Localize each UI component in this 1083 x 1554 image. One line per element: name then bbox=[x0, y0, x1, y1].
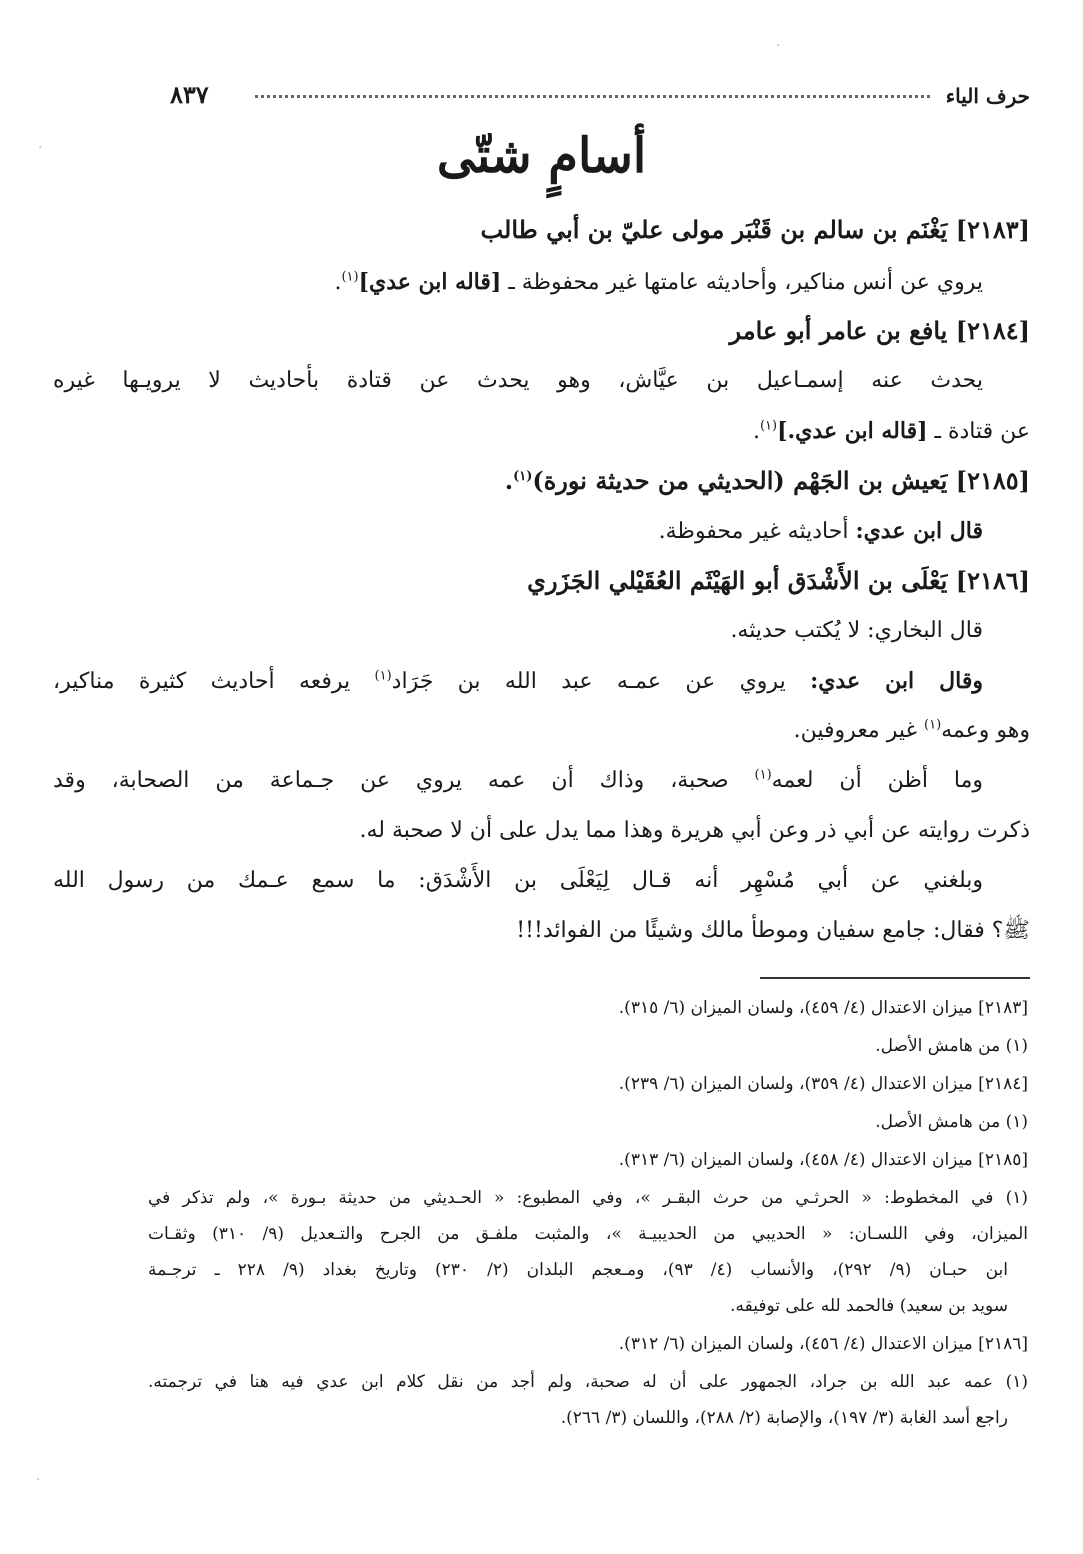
entry-text-2186-line7: ﷺ؟ فقال: جامع سفيان وموطأ مالك وشيئًا من الفوائد!!! bbox=[516, 918, 1030, 943]
entry-text: يروي عن عمـه عبد الله بن جَرَاد bbox=[391, 669, 786, 694]
entry-text: عن قتادة ـ bbox=[934, 419, 1030, 444]
entry-text: غير معروفين. bbox=[793, 718, 917, 743]
footnote-marker: (١) bbox=[759, 418, 778, 434]
footnote-line: ابن حبـان (٩/ ٢٩٢)، والأنساب (٤/ ٩٣)، ومـعجم البلدان (٢/ ٢٣٠) وتاريخ بغداد (٩/ ٢٢٨ ـ ترجـمة bbox=[148, 1260, 1008, 1280]
entry-heading-text: [٢١٨٥] يَعيش بن الجَهْم (الحديثي من حديثة نورة) bbox=[532, 466, 1030, 495]
section-title: أسامٍ شتّى bbox=[436, 128, 647, 184]
footnote-marker: (١) bbox=[754, 767, 772, 783]
entry-text: وما أظن أن لعمه bbox=[771, 768, 983, 793]
entry-text: صحبة، وذاك أن عمه يروي عن جـماعة من الصحابة، وقد bbox=[53, 768, 729, 793]
footnote-line: [٢١٨٤] ميزان الاعتدال (٤/ ٣٥٩)، ولسان الميزان (٦/ ٢٣٩). bbox=[618, 1074, 1028, 1094]
attribution: [قاله ابن عدي.] bbox=[777, 418, 928, 444]
footnote-line: سويد بن سعيد) فالحمد لله على توفيقه. bbox=[730, 1296, 1008, 1316]
chapter-title: حرف الياء bbox=[945, 84, 1030, 108]
entry-text-2183: يروي عن أنس مناكير، وأحاديثه عامتها غير محفوظة ـ [قاله ابن عدي]$^{(١)}$. bbox=[334, 269, 983, 295]
entry-text: وهو وعمه bbox=[941, 718, 1030, 743]
footnote-line: (١) من هامش الأصل. bbox=[875, 1036, 1028, 1056]
entry-text-2186-line1: قال البخاري: لا يُكتب حديثه. bbox=[730, 618, 983, 643]
entry-text-2185 bbox=[659, 514, 983, 549]
footnote-marker: (١) bbox=[513, 469, 533, 484]
attribution: [قاله ابن عدي] bbox=[358, 269, 502, 295]
page-number: ٨٣٧ bbox=[170, 80, 209, 109]
entry-heading-2186: [٢١٨٦] يَعْلَى بن الأَشْدَق أبو الهَيْثَم العُقَيْلي الجَزَري bbox=[527, 566, 1030, 595]
entry-text-2184-line1: يحدث عنه إسمـاعيل بن عيَّاش، وهو يحدث عن قتادة بأحاديث لا يرويـها غيره bbox=[53, 368, 983, 393]
entry-text-2186-line6: وبلغني عن أبي مُسْهِر أنه قـال لِيَعْلَى بن الأَشْدَق: ما سمع عـمك من رسول الله bbox=[53, 868, 983, 893]
entry-heading-2185: [٢١٨٥] يَعيش بن الجَهْم (الحديثي من حديثة نورة)$^{(١)}$. bbox=[504, 466, 1030, 495]
footnote-line: [٢١٨٥] ميزان الاعتدال (٤/ ٤٥٨)، ولسان الميزان (٦/ ٣١٣). bbox=[618, 1150, 1028, 1170]
entry-text-2186-line5: ذكرت روايته عن أبي ذر وعن أبي هريرة وهذا مما يدل على أن لا صحبة له. bbox=[359, 818, 1030, 843]
footnote-marker: (١) bbox=[924, 717, 942, 733]
entry-text: يرفعه أحاديث كثيرة مناكير، bbox=[53, 669, 351, 694]
scan-speck: · bbox=[36, 1472, 41, 1488]
header-dotted-rule bbox=[255, 95, 930, 98]
entry-text: يروي عن أنس مناكير، وأحاديثه عامتها غير محفوظة ـ bbox=[508, 270, 983, 295]
footnote-line: [٢١٨٣] ميزان الاعتدال (٤/ ٤٥٩)، ولسان الميزان (٦/ ٣١٥). bbox=[618, 998, 1028, 1018]
running-header bbox=[170, 80, 1030, 116]
footnote-line: (١) عمه عبد الله بن جراد، الجمهور على أن له صحبة، ولم أجد من نقل كلام ابن عدي فيه هنا في ترجمته. bbox=[148, 1372, 1028, 1392]
footnote-marker: (١) bbox=[374, 668, 392, 684]
entry-text-2184-line2: عن قتادة ـ [قاله ابن عدي.]$^{(١)}$. bbox=[752, 418, 1030, 444]
speaker: وقال ابن عدي: bbox=[810, 668, 983, 694]
scan-speck: · bbox=[38, 140, 43, 156]
footnote-line: [٢١٨٦] ميزان الاعتدال (٤/ ٤٥٦)، ولسان الميزان (٦/ ٣١٢). bbox=[618, 1334, 1028, 1354]
entry-heading-2184: [٢١٨٤] يافع بن عامر أبو عامر bbox=[729, 316, 1030, 345]
entry-text-2186-line3 bbox=[794, 714, 1030, 748]
footnote-line: الميزان، وفي اللسـان: « الحديبي من الحديبيـة »، والمثبت ملفـق من الجرح والتـعديل (٩/ ٣١٠) وثقـات bbox=[148, 1224, 1028, 1244]
entry-text-2186-line2 bbox=[53, 664, 983, 699]
scan-speck: · bbox=[776, 38, 781, 54]
footnote-line: (١) من هامش الأصل. bbox=[875, 1112, 1028, 1132]
entry-text-2186-line4 bbox=[53, 764, 983, 798]
entry-heading-2183: [٢١٨٣] يَغْنَم بن سالم بن قَنْبَر مولى عليّ بن أبي طالب bbox=[480, 215, 1030, 244]
entry-text: أحاديثه غير محفوظة. bbox=[658, 519, 849, 544]
footnote-separator bbox=[760, 977, 1030, 979]
footnote-line: (١) في المخطوط: « الحرثـي من حرث البقـر »، وفي المطبوع: « الحـديثي من حديثة بـورة »، ولم تذكر في bbox=[148, 1188, 1028, 1208]
footnote-line: راجع أسد الغابة (٣/ ١٩٧)، والإصابة (٢/ ٢٨٨)، واللسان (٣/ ٢٦٦). bbox=[560, 1408, 1008, 1428]
footnote-marker: (١) bbox=[341, 269, 359, 285]
speaker: قال ابن عدي: bbox=[855, 518, 983, 544]
